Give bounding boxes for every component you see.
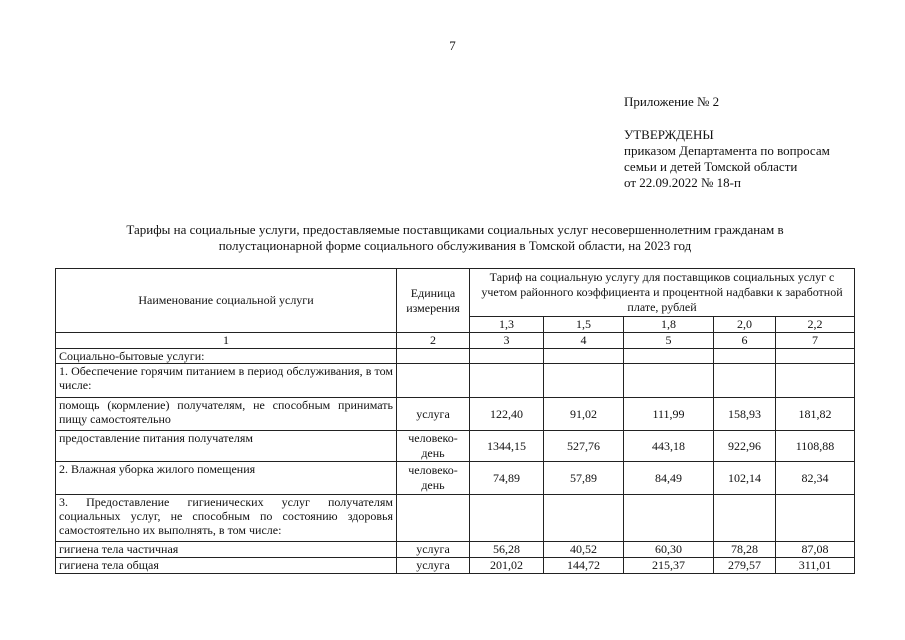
approval-date: от 22.09.2022 № 18-п [624, 175, 741, 190]
appendix-label: Приложение № 2 [624, 94, 720, 109]
header-unit: Единица измерения [397, 269, 470, 333]
unit-cell: услуга [397, 398, 470, 431]
tariff-cell: 181,82 [776, 398, 855, 431]
unit-cell [397, 495, 470, 542]
coefficient-cell: 1,8 [624, 317, 714, 333]
tariff-cell: 56,28 [470, 542, 544, 558]
tariff-cell [624, 349, 714, 364]
coefficient-cell: 2,2 [776, 317, 855, 333]
tariff-cell: 1108,88 [776, 431, 855, 462]
unit-cell: услуга [397, 542, 470, 558]
service-name: помощь (кормление) получателям, не способным принимать пищу самостоятельно [56, 398, 397, 431]
unit-cell [397, 364, 470, 398]
tariff-cell: 1344,15 [470, 431, 544, 462]
service-name: 3. Предоставление гигиенических услуг получателям социальных услуг, не способным по состоянию здоровья самостоятельно их выполнять, в том числе: [56, 495, 397, 542]
tariff-cell: 215,37 [624, 558, 714, 574]
tariff-cell [470, 495, 544, 542]
table-row [56, 495, 855, 542]
document-title-line: полустационарной форме социального обслуживания в Томской области, на 2023 год [218, 238, 692, 253]
service-name: 2. Влажная уборка жилого помещения [56, 462, 397, 495]
tariff-cell: 60,30 [624, 542, 714, 558]
table-row [56, 558, 855, 574]
table-row [56, 542, 855, 558]
tariff-cell [470, 364, 544, 398]
document-title [60, 222, 850, 254]
unit-cell: человеко-день [397, 431, 470, 462]
tariff-cell: 443,18 [624, 431, 714, 462]
column-number: 6 [714, 333, 776, 349]
tariff-cell [776, 495, 855, 542]
header-tariff: Тариф на социальную услугу для поставщиков социальных услуг с учетом районного коэффициента и процентной надбавки к заработной плате, рублей [470, 269, 855, 317]
coefficient-cell: 2,0 [714, 317, 776, 333]
tariff-cell [470, 349, 544, 364]
tariff-cell: 84,49 [624, 462, 714, 495]
tariff-cell: 279,57 [714, 558, 776, 574]
tariff-cell: 122,40 [470, 398, 544, 431]
tariff-cell: 111,99 [624, 398, 714, 431]
unit-cell [397, 349, 470, 364]
tariff-cell [714, 364, 776, 398]
tariff-cell: 82,34 [776, 462, 855, 495]
table-row [56, 462, 855, 495]
service-name: гигиена тела общая [56, 558, 397, 574]
coefficient-cell: 1,3 [470, 317, 544, 333]
tariff-cell: 87,08 [776, 542, 855, 558]
column-number: 7 [776, 333, 855, 349]
tariff-cell [776, 364, 855, 398]
tariff-cell: 158,93 [714, 398, 776, 431]
tariff-cell: 57,89 [544, 462, 624, 495]
tariff-cell: 922,96 [714, 431, 776, 462]
approval-block [624, 127, 830, 191]
tariff-cell: 144,72 [544, 558, 624, 574]
tariff-cell: 91,02 [544, 398, 624, 431]
tariff-cell: 527,76 [544, 431, 624, 462]
service-name: предоставление питания получателям [56, 431, 397, 462]
table-row [56, 364, 855, 398]
tariff-cell: 102,14 [714, 462, 776, 495]
tariff-cell [714, 495, 776, 542]
unit-cell: услуга [397, 558, 470, 574]
coefficient-cell: 1,5 [544, 317, 624, 333]
page-number: 7 [449, 38, 456, 53]
column-number: 5 [624, 333, 714, 349]
service-name: Социально-бытовые услуги: [56, 349, 397, 364]
tariff-cell: 201,02 [470, 558, 544, 574]
tariff-cell [544, 364, 624, 398]
table-row [56, 349, 855, 364]
unit-cell: человеко-день [397, 462, 470, 495]
approval-line: семьи и детей Томской области [624, 159, 798, 174]
tariff-cell: 74,89 [470, 462, 544, 495]
column-number: 3 [470, 333, 544, 349]
tariff-cell: 40,52 [544, 542, 624, 558]
column-number: 4 [544, 333, 624, 349]
tariff-cell: 78,28 [714, 542, 776, 558]
service-name: гигиена тела частичная [56, 542, 397, 558]
tariff-cell [544, 495, 624, 542]
approval-line: приказом Департамента по вопросам [624, 143, 830, 158]
tariff-cell: 311,01 [776, 558, 855, 574]
tariff-cell [776, 349, 855, 364]
tariffs-table [55, 268, 855, 574]
tariff-cell [544, 349, 624, 364]
document-title-line: Тарифы на социальные услуги, предоставляемые поставщиками социальных услуг несовершеннолетним гражданам в [126, 222, 784, 237]
service-name: 1. Обеспечение горячим питанием в период обслуживания, в том числе: [56, 364, 397, 398]
table-row [56, 398, 855, 431]
header-service-name: Наименование социальной услуги [56, 269, 397, 333]
column-number: 2 [397, 333, 470, 349]
tariff-cell [624, 364, 714, 398]
tariff-cell [624, 495, 714, 542]
table-row [56, 431, 855, 462]
approval-title: УТВЕРЖДЕНЫ [624, 127, 714, 142]
column-number: 1 [56, 333, 397, 349]
tariff-cell [714, 349, 776, 364]
